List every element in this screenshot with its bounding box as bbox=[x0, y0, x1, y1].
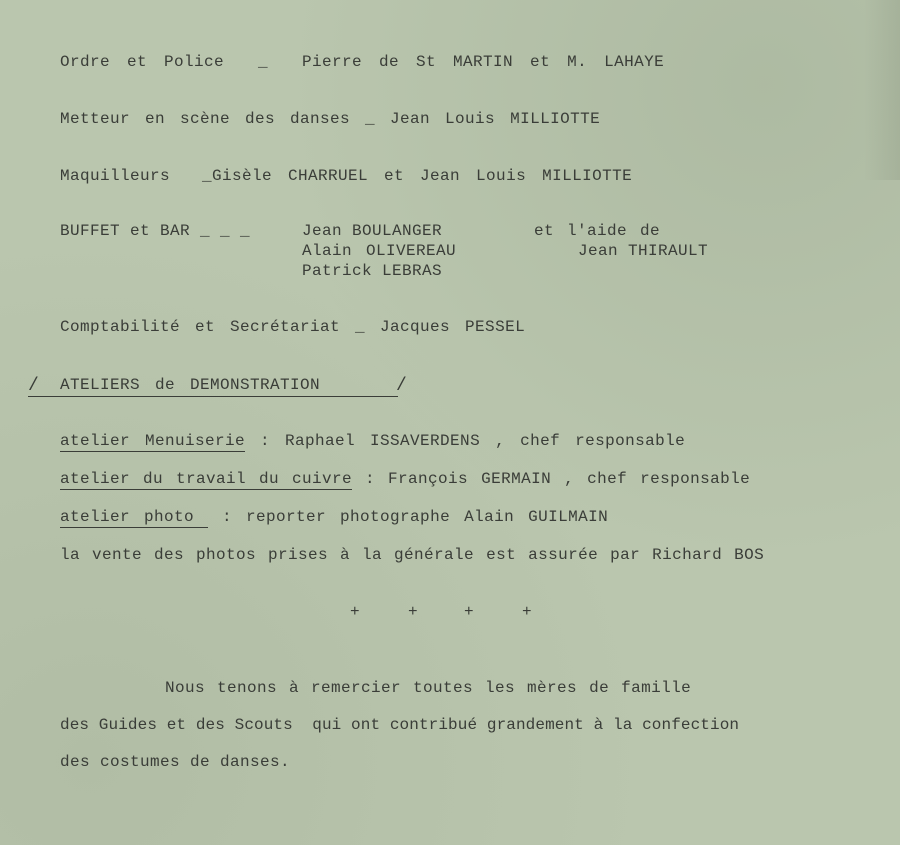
accounting-line: Comptabilité et Secrétariat _ Jacques PESSEL bbox=[60, 318, 526, 336]
workshop-name-3: atelier photo bbox=[60, 508, 209, 526]
separator-plus-3: + bbox=[464, 603, 474, 621]
workshops-heading-text: ATELIERS de DEMONSTRATION bbox=[60, 376, 321, 394]
buffet-bar-name-1: Jean BOULANGER bbox=[302, 222, 443, 240]
photo-sale-line: la vente des photos prises à la générale est assurée par Richard BOS bbox=[60, 546, 765, 564]
workshops-heading bbox=[28, 376, 407, 396]
workshop-name-2: atelier du travail du cuivre bbox=[60, 470, 353, 488]
thanks-line-3: des costumes de danses. bbox=[60, 753, 291, 771]
buffet-bar-aide-label: et l'aide de bbox=[534, 222, 661, 240]
thanks-line-2: des Guides et des Scouts qui ont contribué grandement à la confection bbox=[60, 716, 740, 734]
page-fold-shadow bbox=[864, 0, 900, 180]
separator-plus-2: + bbox=[408, 603, 418, 621]
makeup-line: Maquilleurs _Gisèle CHARRUEL et Jean Louis MILLIOTTE bbox=[60, 167, 633, 185]
workshop-detail-2: : François GERMAIN , chef responsable bbox=[352, 470, 751, 488]
buffet-bar-aide-name: Jean THIRAULT bbox=[578, 242, 709, 260]
order-police-line: Ordre et Police _ Pierre de St MARTIN et M. LAHAYE bbox=[60, 53, 665, 71]
workshop-row-3 bbox=[60, 508, 608, 526]
heading-slash-left: / bbox=[28, 376, 39, 396]
workshop-detail-3: : reporter photographe Alain GUILMAIN bbox=[208, 508, 609, 526]
thanks-line-1: Nous tenons à remercier toutes les mères de famille bbox=[165, 679, 692, 697]
workshop-row-2 bbox=[60, 470, 750, 488]
separator-plus-4: + bbox=[522, 603, 532, 621]
separator-plus-1: + bbox=[350, 603, 360, 621]
workshop-row-1 bbox=[60, 432, 685, 450]
workshop-name-1: atelier Menuiserie bbox=[60, 432, 246, 450]
heading-slash-right: / bbox=[396, 376, 407, 396]
buffet-bar-name-2: Alain OLIVEREAU bbox=[302, 242, 457, 260]
workshop-detail-1: : Raphael ISSAVERDENS , chef responsable bbox=[245, 432, 686, 450]
buffet-bar-label: BUFFET et BAR _ _ _ bbox=[60, 222, 251, 240]
dance-director-line: Metteur en scène des danses _ Jean Louis MILLIOTTE bbox=[60, 110, 601, 128]
buffet-bar-name-3: Patrick LEBRAS bbox=[302, 262, 443, 280]
heading-underline bbox=[28, 396, 398, 397]
